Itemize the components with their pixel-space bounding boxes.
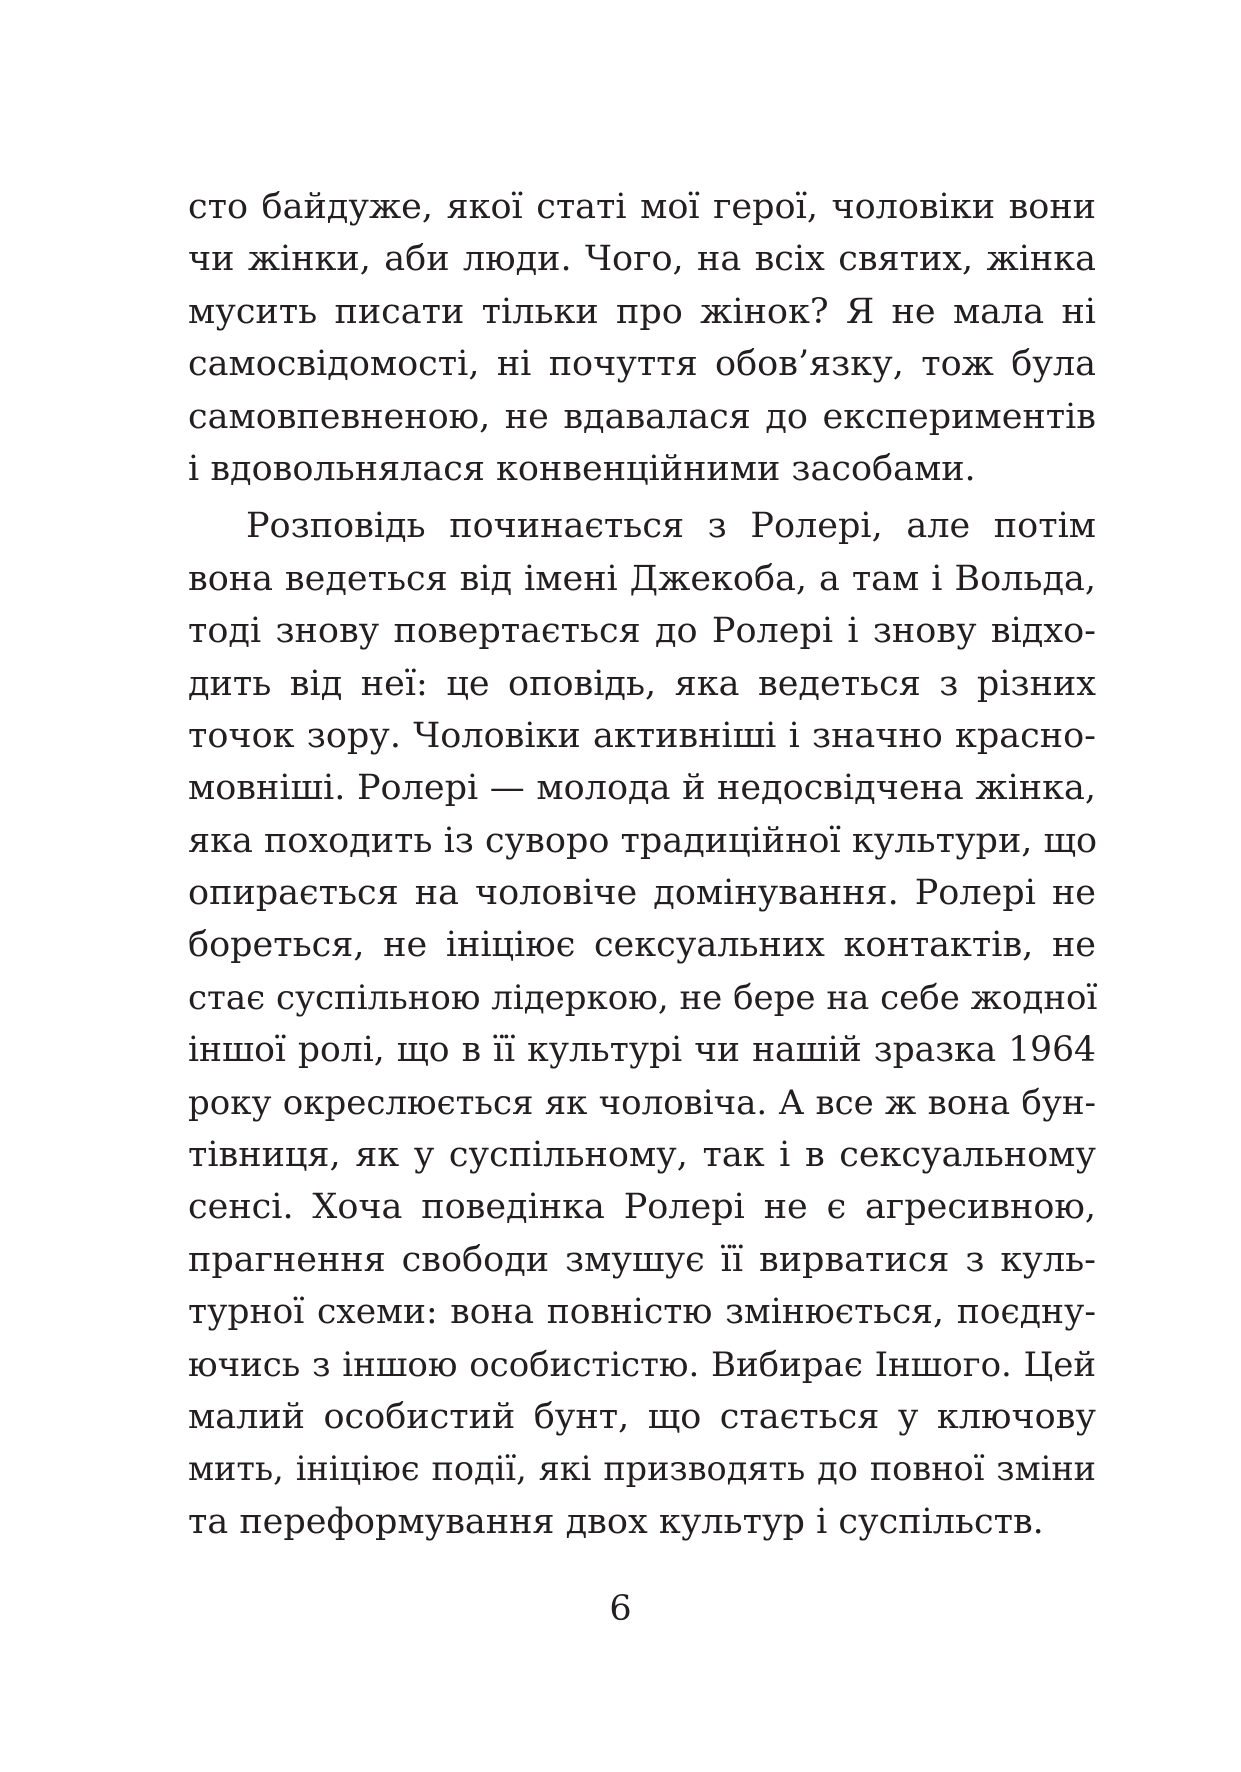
text-line: самовпевненою, не вдавалася до експериментів	[188, 396, 1096, 437]
page-number: 6	[609, 1589, 632, 1629]
text-line: сенсі. Хоча поведінка Ролері не є агресивною,	[188, 1187, 1096, 1228]
body-text	[188, 181, 1096, 1548]
text-line: бореться, не ініціює сексуальних контактів, не	[188, 925, 1096, 966]
text-line: та переформування двох культур і суспільств.	[188, 1501, 1044, 1542]
text-line: турної схеми: вона повністю змінюється, поєдну-	[188, 1292, 1096, 1333]
text-line: опирається на чоловіче домінування. Ролері не	[188, 873, 1096, 914]
text-line: ючись з іншою особистістю. Вибирає Іншого. Цей	[188, 1344, 1096, 1385]
text-line: дить від неї: це оповідь, яка ведеться з різних	[188, 663, 1096, 704]
text-line: самосвідомості, ні почуття обов’язку, тож була	[188, 344, 1096, 385]
paragraph-2	[188, 500, 1096, 1548]
text-line: вона ведеться від імені Джекоба, а там і Вольда,	[188, 558, 1096, 599]
paragraph-1	[188, 181, 1096, 495]
text-line: чи жінки, аби люди. Чого, на всіх святих, жінка	[188, 239, 1096, 280]
text-line: яка походить із суворо традиційної культури, що	[188, 820, 1098, 861]
text-line: тоді знову повертається до Ролері і знову відхо-	[188, 611, 1096, 652]
text-line: сто байдуже, якої статі мої герої, чоловіки вони	[188, 187, 1096, 227]
text-line: і вдовольнялася конвенційними засобами.	[188, 448, 976, 489]
text-line: Розповідь починається з Ролері, але потім	[246, 506, 1096, 547]
text-line: прагнення свободи змушує її вирватися з куль-	[188, 1239, 1096, 1280]
text-line: мовніші. Ролері — молода й недосвідчена жінка,	[188, 768, 1096, 809]
text-line: іншої ролі, що в її культурі чи нашій зразка 1964	[188, 1030, 1096, 1071]
text-line: точок зору. Чоловіки активніші і значно красно-	[188, 715, 1096, 756]
text-line: мить, ініціює події, які призводять до повної зміни	[188, 1449, 1096, 1489]
text-line: тівниця, як у суспільному, так і в сексуальному	[188, 1135, 1096, 1176]
text-line: мусить писати тільки про жінок? Я не мала ні	[188, 291, 1096, 332]
text-line: малий особистий бунт, що стається у ключову	[188, 1396, 1096, 1437]
text-line: стає суспільною лідеркою, не бере на себе жодної	[188, 977, 1098, 1018]
text-line: року окреслюється як чоловіча. А все ж вона бун-	[188, 1082, 1096, 1123]
